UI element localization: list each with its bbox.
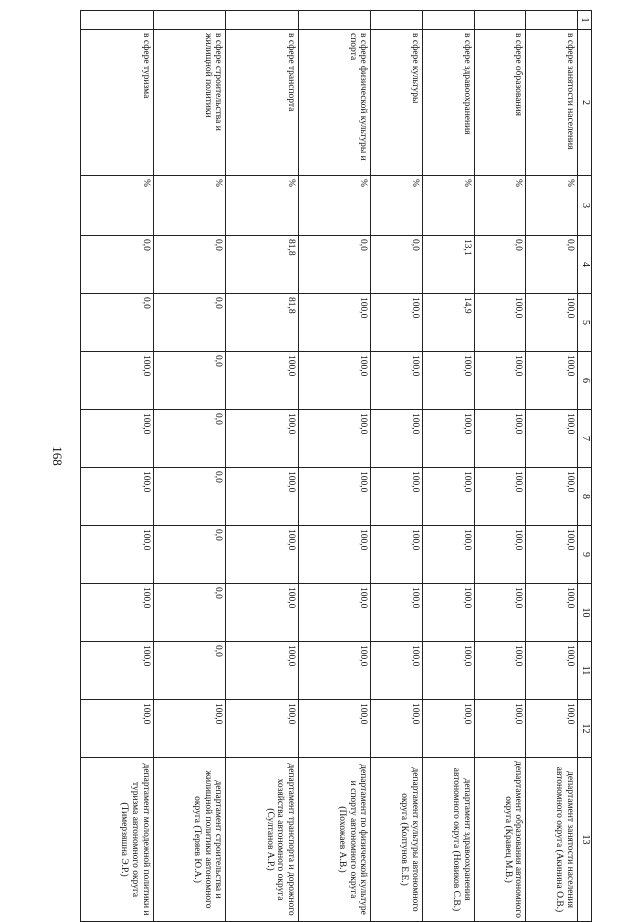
column-header: 7 bbox=[578, 410, 592, 468]
unit-cell: % bbox=[153, 176, 226, 236]
value-cell: 0,0 bbox=[153, 236, 226, 294]
row-number-cell bbox=[81, 11, 154, 30]
department-cell: департамент образования автономного округа (Кравец М.В.) bbox=[474, 758, 526, 922]
value-cell: 0,0 bbox=[153, 642, 226, 700]
value-cell: 100,0 bbox=[474, 294, 526, 352]
unit-cell: % bbox=[371, 176, 423, 236]
value-cell: 100,0 bbox=[474, 584, 526, 642]
value-cell: 100,0 bbox=[526, 700, 578, 758]
unit-cell: % bbox=[226, 176, 299, 236]
value-cell: 100,0 bbox=[81, 410, 154, 468]
column-header: 13 bbox=[578, 758, 592, 922]
row-number-cell bbox=[153, 11, 226, 30]
value-cell: 100,0 bbox=[81, 642, 154, 700]
table-row bbox=[371, 11, 423, 922]
value-cell: 100,0 bbox=[226, 584, 299, 642]
value-cell: 100,0 bbox=[226, 352, 299, 410]
column-header: 5 bbox=[578, 294, 592, 352]
unit-cell: % bbox=[526, 176, 578, 236]
value-cell: 100,0 bbox=[423, 700, 475, 758]
value-cell: 0,0 bbox=[153, 352, 226, 410]
department-cell: департамент транспорта и дорожного хозяйства автономного округа (Султанов А.Р.) bbox=[226, 758, 299, 922]
value-cell: 81,8 bbox=[226, 236, 299, 294]
value-cell: 100,0 bbox=[526, 526, 578, 584]
value-cell: 100,0 bbox=[81, 352, 154, 410]
value-cell: 100,0 bbox=[226, 410, 299, 468]
value-cell: 100,0 bbox=[371, 352, 423, 410]
value-cell: 100,0 bbox=[298, 700, 371, 758]
value-cell: 0,0 bbox=[153, 410, 226, 468]
value-cell: 0,0 bbox=[526, 236, 578, 294]
sphere-cell: в сфере культуры bbox=[371, 30, 423, 176]
value-cell: 100,0 bbox=[371, 526, 423, 584]
value-cell: 100,0 bbox=[423, 642, 475, 700]
value-cell: 0,0 bbox=[371, 236, 423, 294]
value-cell: 100,0 bbox=[423, 468, 475, 526]
indicators-table bbox=[80, 10, 592, 922]
table-row bbox=[526, 11, 578, 922]
value-cell: 100,0 bbox=[371, 410, 423, 468]
table-row bbox=[423, 11, 475, 922]
value-cell: 100,0 bbox=[298, 352, 371, 410]
column-header: 12 bbox=[578, 700, 592, 758]
value-cell: 100,0 bbox=[371, 700, 423, 758]
value-cell: 13,1 bbox=[423, 236, 475, 294]
table-row bbox=[298, 11, 371, 922]
table-body bbox=[81, 11, 578, 922]
sphere-cell: в сфере строительства и жилищной политики bbox=[153, 30, 226, 176]
unit-cell: % bbox=[423, 176, 475, 236]
value-cell: 0,0 bbox=[153, 526, 226, 584]
value-cell: 100,0 bbox=[298, 642, 371, 700]
value-cell: 100,0 bbox=[371, 468, 423, 526]
value-cell: 100,0 bbox=[298, 294, 371, 352]
value-cell: 0,0 bbox=[153, 468, 226, 526]
value-cell: 100,0 bbox=[526, 584, 578, 642]
sphere-cell: в сфере туризма bbox=[81, 30, 154, 176]
value-cell: 100,0 bbox=[81, 584, 154, 642]
column-header: 10 bbox=[578, 584, 592, 642]
row-number-cell bbox=[226, 11, 299, 30]
column-header: 2 bbox=[578, 30, 592, 176]
value-cell: 100,0 bbox=[371, 294, 423, 352]
value-cell: 100,0 bbox=[226, 642, 299, 700]
value-cell: 100,0 bbox=[526, 410, 578, 468]
column-header: 3 bbox=[578, 176, 592, 236]
value-cell: 100,0 bbox=[81, 700, 154, 758]
value-cell: 100,0 bbox=[423, 526, 475, 584]
value-cell: 100,0 bbox=[81, 526, 154, 584]
value-cell: 100,0 bbox=[423, 410, 475, 468]
column-header: 6 bbox=[578, 352, 592, 410]
department-cell: департамент молодежной политики и туризма автономного округа (Тимерзяшна Э.Р.) bbox=[81, 758, 154, 922]
value-cell: 0,0 bbox=[81, 236, 154, 294]
column-header: 9 bbox=[578, 526, 592, 584]
unit-cell: % bbox=[81, 176, 154, 236]
value-cell: 100,0 bbox=[298, 410, 371, 468]
value-cell: 100,0 bbox=[371, 584, 423, 642]
value-cell: 100,0 bbox=[474, 352, 526, 410]
value-cell: 100,0 bbox=[81, 468, 154, 526]
sphere-cell: в сфере образования bbox=[474, 30, 526, 176]
table-row bbox=[153, 11, 226, 922]
row-number-cell bbox=[371, 11, 423, 30]
column-number-row bbox=[578, 11, 592, 922]
column-header: 11 bbox=[578, 642, 592, 700]
value-cell: 0,0 bbox=[298, 236, 371, 294]
value-cell: 100,0 bbox=[298, 468, 371, 526]
value-cell: 14,9 bbox=[423, 294, 475, 352]
column-header: 8 bbox=[578, 468, 592, 526]
value-cell: 100,0 bbox=[526, 294, 578, 352]
row-number-cell bbox=[423, 11, 475, 30]
value-cell: 100,0 bbox=[474, 410, 526, 468]
value-cell: 100,0 bbox=[474, 642, 526, 700]
sphere-cell: в сфере здравоохранения bbox=[423, 30, 475, 176]
table-row bbox=[226, 11, 299, 922]
department-cell: департамент культуры автономного округа (Колтунов Е.Е.) bbox=[371, 758, 423, 922]
value-cell: 100,0 bbox=[226, 468, 299, 526]
value-cell: 100,0 bbox=[226, 526, 299, 584]
row-number-cell bbox=[298, 11, 371, 30]
value-cell: 100,0 bbox=[474, 526, 526, 584]
column-header: 4 bbox=[578, 236, 592, 294]
value-cell: 100,0 bbox=[526, 642, 578, 700]
row-number-cell bbox=[526, 11, 578, 30]
unit-cell: % bbox=[474, 176, 526, 236]
department-cell: департамент по физической культуре и спорту автономного округа (Похожаев А.В.) bbox=[298, 758, 371, 922]
value-cell: 100,0 bbox=[423, 584, 475, 642]
value-cell: 0,0 bbox=[474, 236, 526, 294]
table-row bbox=[81, 11, 154, 922]
page-number: 168 bbox=[50, 446, 65, 466]
value-cell: 100,0 bbox=[526, 468, 578, 526]
value-cell: 100,0 bbox=[153, 700, 226, 758]
value-cell: 100,0 bbox=[526, 352, 578, 410]
value-cell: 100,0 bbox=[474, 700, 526, 758]
value-cell: 100,0 bbox=[298, 584, 371, 642]
value-cell: 0,0 bbox=[153, 584, 226, 642]
value-cell: 81,8 bbox=[226, 294, 299, 352]
department-cell: департамент здравоохранения автономного округа (Новиков С.В.) bbox=[423, 758, 475, 922]
value-cell: 0,0 bbox=[153, 294, 226, 352]
value-cell: 100,0 bbox=[298, 526, 371, 584]
value-cell: 100,0 bbox=[371, 642, 423, 700]
sphere-cell: в сфере занятости населения bbox=[526, 30, 578, 176]
department-cell: департамент строительства и жилищной политики автономного округа (Теряев Ю.А.) bbox=[153, 758, 226, 922]
sphere-cell: в сфере транспорта bbox=[226, 30, 299, 176]
value-cell: 100,0 bbox=[226, 700, 299, 758]
sphere-cell: в сфере физической культуры и спорта bbox=[298, 30, 371, 176]
row-number-cell bbox=[474, 11, 526, 30]
value-cell: 100,0 bbox=[423, 352, 475, 410]
table-row bbox=[474, 11, 526, 922]
rotated-table-container bbox=[80, 10, 592, 918]
unit-cell: % bbox=[298, 176, 371, 236]
value-cell: 0,0 bbox=[81, 294, 154, 352]
value-cell: 100,0 bbox=[474, 468, 526, 526]
column-header: 1 bbox=[578, 11, 592, 30]
department-cell: департамент занятости населения автономного округа (Акинина О.В.) bbox=[526, 758, 578, 922]
